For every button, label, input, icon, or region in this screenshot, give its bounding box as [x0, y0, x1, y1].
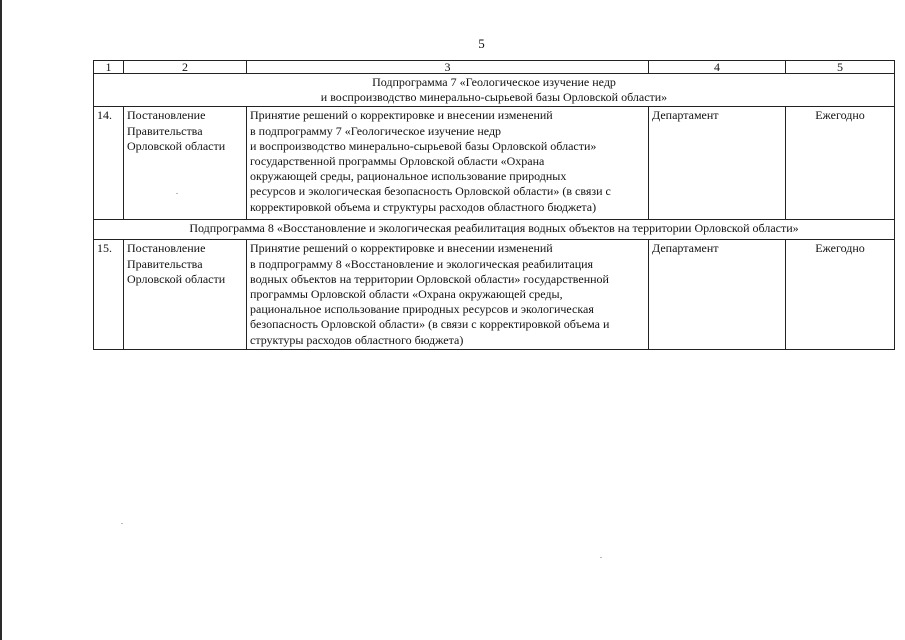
subprogram-7-row	[94, 74, 895, 107]
column-header-1: 1	[94, 61, 124, 74]
scan-speck	[600, 557, 602, 558]
row-15-act: Постановление Правительства Орловской области	[124, 240, 247, 349]
row-14-content: Принятие решений о корректировке и внесении изменений в подпрограмму 7 «Геологическое изучение недр и воспроизводство минерально-сырьевой базы Орловской области» государственной программы Орловской области «Охрана окружающей среды, рациональное использование природных ресурсов и экологическая безопасность Орловской области» (в связи с корректировкой объема и структуры расходов областного бюджета)	[247, 107, 649, 220]
row-14-number: 14.	[94, 107, 124, 220]
column-header-4: 4	[649, 61, 786, 74]
column-header-row	[94, 61, 895, 74]
table-row	[94, 240, 895, 349]
table-row	[94, 107, 895, 220]
column-header-2: 2	[124, 61, 247, 74]
row-15-content: Принятие решений о корректировке и внесении изменений в подпрограмму 8 «Восстановление и экологическая реабилитация водных объектов на территории Орловской области» государственной программы Орловской области «Охрана окружающей среды, рациональное использование природных ресурсов и экологическая безопасность Орловской области» (в связи с корректировкой объема и структуры расходов областного бюджета)	[247, 240, 649, 349]
row-15-number: 15.	[94, 240, 124, 349]
row-15-responsible: Департамент	[649, 240, 786, 349]
scan-speck	[121, 523, 123, 524]
column-header-5: 5	[786, 61, 895, 74]
scan-speck	[176, 193, 178, 194]
subprogram-8-row	[94, 220, 895, 240]
row-14-responsible: Департамент	[649, 107, 786, 220]
subprogram-8-title: Подпрограмма 8 «Восстановление и экологическая реабилитация водных объектов на территории Орловской области»	[94, 220, 895, 240]
column-header-3: 3	[247, 61, 649, 74]
row-14-period: Ежегодно	[786, 107, 895, 220]
row-15-period: Ежегодно	[786, 240, 895, 349]
measures-table	[93, 60, 895, 350]
subprogram-7-title: Подпрограмма 7 «Геологическое изучение недр и воспроизводство минерально-сырьевой базы Орловской области»	[94, 74, 895, 107]
scan-edge-line	[0, 0, 2, 640]
row-14-act: Постановление Правительства Орловской области	[124, 107, 247, 220]
page-number: 5	[478, 36, 485, 51]
